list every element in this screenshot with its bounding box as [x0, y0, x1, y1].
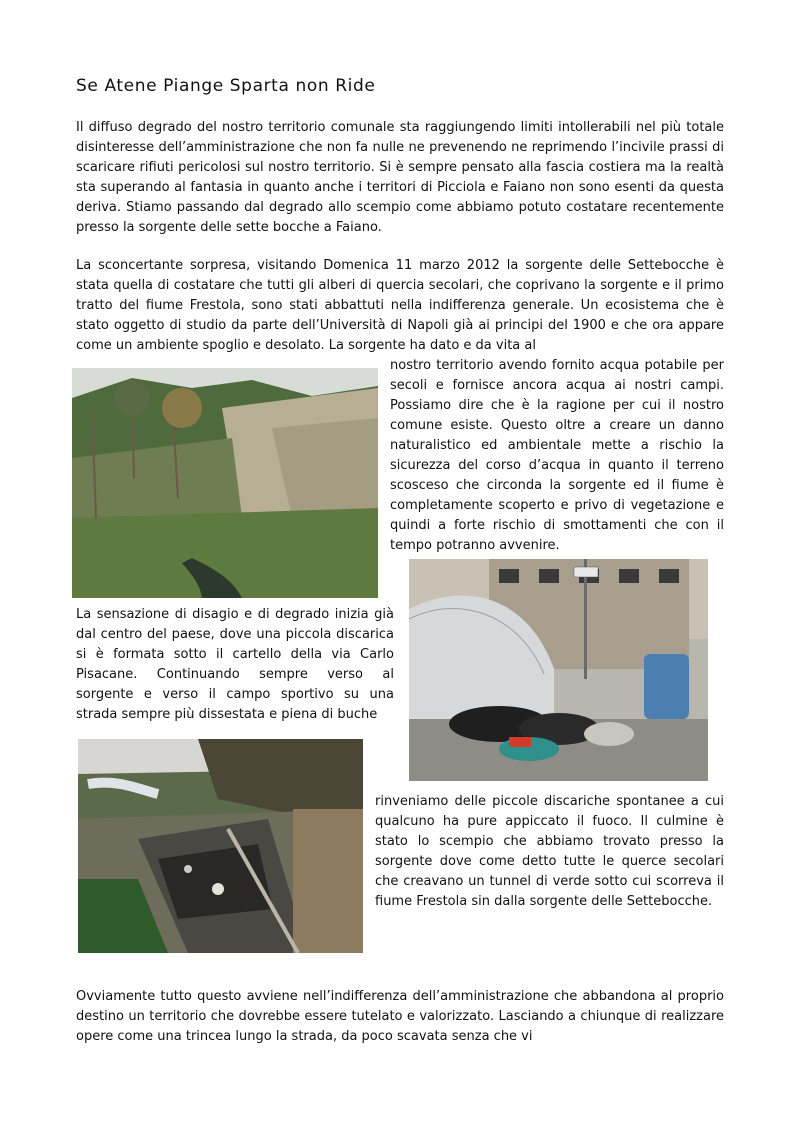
- paragraph-intro: Il diffuso degrado del nostro territorio comunale sta raggiungendo limiti intollerabili nel più totale disinteresse dell’amministrazione che non fa nulle ne prevenendo ne reprimendo l’incivile prassi di scaricare rifiuti pericolosi sul nostro territorio. Si è sempre pensato alla fascia costiera ma la realtà sta superando al fantasia in quanto anche i territori di Picciola e Faiano non sono esenti da questa deriva. Stiamo passando dal degrado allo scempio come abbiamo potuto costatare recentemente presso la sorgente delle sette bocche a Faiano.: [76, 120, 724, 235]
- photo-via-pisacane-dump: [409, 559, 708, 781]
- article-title: Se Atene Piange Sparta non Ride: [76, 76, 376, 96]
- paragraph-discariche: rinveniamo delle piccole discariche spontanee a cui qualcuno ha pure appiccato il fuoco. Il culmine è stato lo scempio che abbiamo trovato presso la sorgente dove come detto tutte le querce secolari che creavano un tunnel di verde sotto cui scorreva il fiume Frestola sin dalla sorgente delle Settebocche.: [375, 794, 724, 909]
- photo-burnt-dump: [78, 739, 363, 953]
- paragraph-settebocche: La sconcertante sorpresa, visitando Domenica 11 marzo 2012 la sorgente delle Settebocche è stata quella di costatare che tutti gli alberi di quercia secolari, che coprivano la sorgente e il primo tratto del fiume Frestola, sono stati abbattuti nella indifferenza generale. Un ecosistema che è stato oggetto di studio da parte dell’Università di Napoli già ai principi del 1900 e che ora appare come un ambiente spoglio e desolato. La sorgente ha dato e da vita al: [76, 258, 724, 353]
- paragraph-amministrazione: Ovviamente tutto questo avviene nell’indifferenza dell’amministrazione che abbandona al proprio destino un territorio che dovrebbe essere tutelato e valorizzato. Lasciando a chiunque di realizzare opere come una trincea lungo la strada, da poco scavata senza che vi: [76, 989, 724, 1044]
- paragraph-pisacane: La sensazione di disagio e di degrado inizia già dal centro del paese, dove una piccola discarica si è formata sotto il cartello della via Carlo Pisacane. Continuando sempre verso al sorgente e verso il campo sportivo su una strada sempre più dissestata e piena di buche: [76, 607, 394, 722]
- paragraph-sorgente-cont: nostro territorio avendo fornito acqua potabile per secoli e fornisce ancora acqua ai nostri campi. Possiamo dire che è la ragione per cui il nostro comune esiste. Questo oltre a creare un danno naturalistico ed ambientale mette a rischio la sicurezza del corso d’acqua in quanto il terreno scosceso che circonda la sorgente ed il fiume è completamente scoperto e privo di vegetazione e quindi a forte rischio di smottamenti che con il tempo potranno avvenire.: [390, 358, 724, 553]
- photo-sorgente-hillside: [72, 368, 378, 598]
